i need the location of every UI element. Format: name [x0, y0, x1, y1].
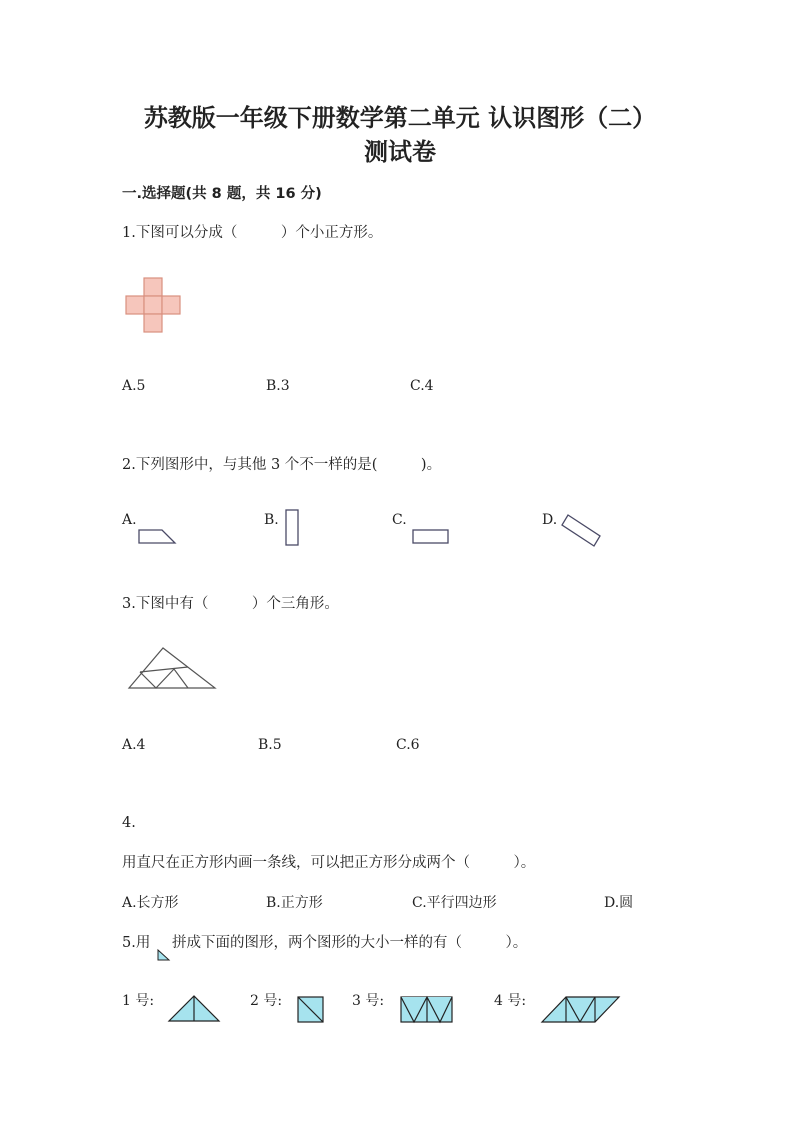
q2-tilted-rectangle-figure: [561, 513, 603, 549]
page-title: 苏教版一年级下册数学第二单元 认识图形（二）: [143, 104, 657, 132]
q5-figure-3: [400, 996, 454, 1024]
page-subtitle: 测试卷: [364, 138, 436, 166]
q2-option-c[interactable]: C.: [392, 512, 407, 528]
question-5-text-after: 拼成下面的图形，两个图形的大小一样的有（ ）。: [172, 935, 528, 951]
q5-figure-4: [541, 996, 621, 1024]
question-3-text: 3.下图中有（ ）个三角形。: [122, 596, 339, 612]
q5-label-4: 4 号:: [494, 993, 527, 1009]
question-2-text: 2.下列图形中，与其他 3 个不一样的是( )。: [122, 457, 442, 473]
q3-option-b[interactable]: B.5: [258, 737, 282, 753]
q4-option-d[interactable]: D.圆: [604, 895, 634, 911]
q1-option-a[interactable]: A.5: [122, 378, 146, 394]
q3-option-a[interactable]: A.4: [122, 737, 146, 753]
q3-triangle-figure: [128, 647, 216, 689]
q5-figure-1: [168, 994, 220, 1022]
q5-figure-2: [297, 996, 325, 1024]
q2-option-a[interactable]: A.: [122, 512, 137, 528]
q2-option-b[interactable]: B.: [264, 512, 279, 528]
q5-small-triangle-icon: [157, 949, 171, 961]
q4-option-a[interactable]: A.长方形: [122, 895, 179, 911]
question-4-number: 4.: [122, 815, 136, 831]
q2-option-d[interactable]: D.: [542, 512, 558, 528]
q2-trapezoid-figure: [138, 528, 176, 544]
section-heading: 一.选择题(共 8 题，共 16 分): [122, 186, 322, 202]
q4-option-b[interactable]: B.正方形: [266, 895, 323, 911]
q1-option-c[interactable]: C.4: [410, 378, 434, 394]
question-1-text: 1.下图可以分成（ ）个小正方形。: [122, 225, 383, 241]
q2-tall-rectangle-figure: [285, 509, 299, 547]
question-5-text-before: 5.用: [122, 935, 151, 951]
q5-label-2: 2 号:: [250, 993, 283, 1009]
question-4-text: 用直尺在正方形内画一条线，可以把正方形分成两个（ ）。: [122, 855, 536, 871]
q4-option-c[interactable]: C.平行四边形: [412, 895, 497, 911]
q5-label-3: 3 号:: [352, 993, 385, 1009]
q1-cross-figure: [126, 278, 180, 332]
q3-option-c[interactable]: C.6: [396, 737, 420, 753]
q5-label-1: 1 号:: [122, 993, 155, 1009]
q1-option-b[interactable]: B.3: [266, 378, 290, 394]
q2-wide-rectangle-figure: [412, 529, 450, 545]
